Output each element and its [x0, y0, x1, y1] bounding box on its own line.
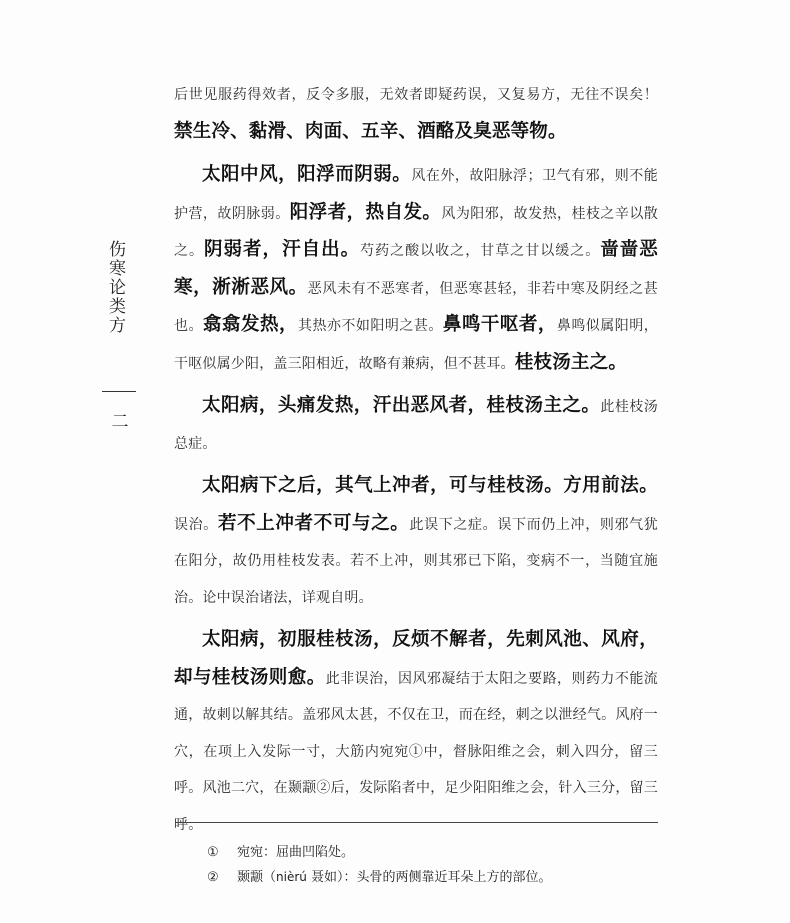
footnote-pinyin: nièrú — [276, 870, 307, 884]
commentary-text: 风为阳邪，故发热，桂枝之辛以散之。 — [174, 205, 659, 259]
footnote — [207, 865, 667, 890]
footnote-marker: ② — [207, 870, 219, 885]
main-text: 翕翕发热， — [202, 314, 298, 335]
commentary-text: 芍药之酸以收之，甘草之甘以缓之。 — [360, 243, 601, 259]
commentary-text: 此非误治，因风邪凝结于太阳之要路，则药力不能流通，故刺以解其结。盖邪风太甚，不仅在卫，而在经，刺之以泄经气。风府一穴，在项上入发际一寸，大筋内宛宛①中，督脉阳维之会，刺入四分，留三呼。风池二穴，在颞颥②后，发际陷者中，足少阳阳维之会，针入三分，留三呼。 — [174, 670, 658, 833]
main-text: 太阳病，头痛发热，汗出恶风者，桂枝汤主之。 — [202, 395, 601, 416]
main-text: 太阳病，初服桂枝汤，反烦不解者，先刺风池、风府，却与桂枝汤则愈。 — [174, 629, 658, 688]
body-text — [174, 77, 658, 849]
footnote — [207, 840, 667, 865]
paragraph — [174, 622, 658, 843]
main-text: 太阳中风，阳浮而阴弱。 — [202, 164, 412, 185]
commentary-text: 此桂枝汤总症。 — [174, 399, 659, 452]
footnote-text: 宛宛：屈曲凹陷处。 — [237, 845, 355, 860]
footnote-marker: ① — [207, 845, 219, 860]
main-text: 鼻鸣干呕者， — [442, 314, 557, 335]
main-text: 桂枝汤主之。 — [514, 351, 628, 373]
commentary-text: 其热亦不如阳明之甚。 — [297, 318, 443, 334]
paragraph — [174, 77, 658, 151]
running-title-divider — [102, 391, 136, 392]
main-text: 太阳病下之后，其气上冲者，可与桂枝汤。方用前法。 — [202, 475, 658, 496]
commentary-text: 风在外，故阳脉浮；卫气有邪，则不能护营，故阴脉弱。 — [174, 168, 658, 222]
paragraph — [174, 157, 658, 382]
footnote-text-rest: 聂如）：头骨的两侧靠近耳朵上方的部位。 — [306, 870, 552, 885]
footnote-divider — [176, 822, 658, 823]
main-text: 禁生冷、黏滑、肉面、五辛、酒酪及臭恶等物。 — [174, 120, 567, 142]
commentary-text: 恶风未有不恶寒者，但恶寒甚轻，非若中寒及阴经之甚也。 — [174, 280, 658, 334]
main-text: 啬啬恶寒，淅淅恶风。 — [174, 239, 659, 298]
running-title: 伤寒论类方 — [105, 240, 125, 335]
commentary-text: 后世见服药得效者，反令多服，无效者即疑药误，又复易方，无往不误矣！ — [174, 87, 658, 103]
main-text: 阳浮者，热自发。 — [289, 201, 442, 223]
page-number: 二 — [111, 412, 129, 432]
commentary-text: 误治。 — [174, 516, 218, 533]
main-text: 若不上冲者不可与之。 — [217, 512, 410, 534]
main-text: 阴弱者，汗自出。 — [204, 239, 361, 260]
footnotes — [207, 840, 667, 890]
paragraph — [174, 388, 658, 462]
paragraph — [174, 468, 658, 616]
commentary-text: 鼻鸣似属阳明，干呕似属少阳，盖三阳相近，故略有兼病，但不甚耳。 — [174, 318, 658, 372]
footnote-text: 颞颥（ — [237, 870, 277, 885]
commentary-text: 此误下之症。误下而仍上冲，则邪气犹在阳分，故仍用桂枝发表。若不上冲，则其邪已下陷，变病不一，当随宜施治。论中误治诸法，详观自明。 — [174, 516, 658, 606]
